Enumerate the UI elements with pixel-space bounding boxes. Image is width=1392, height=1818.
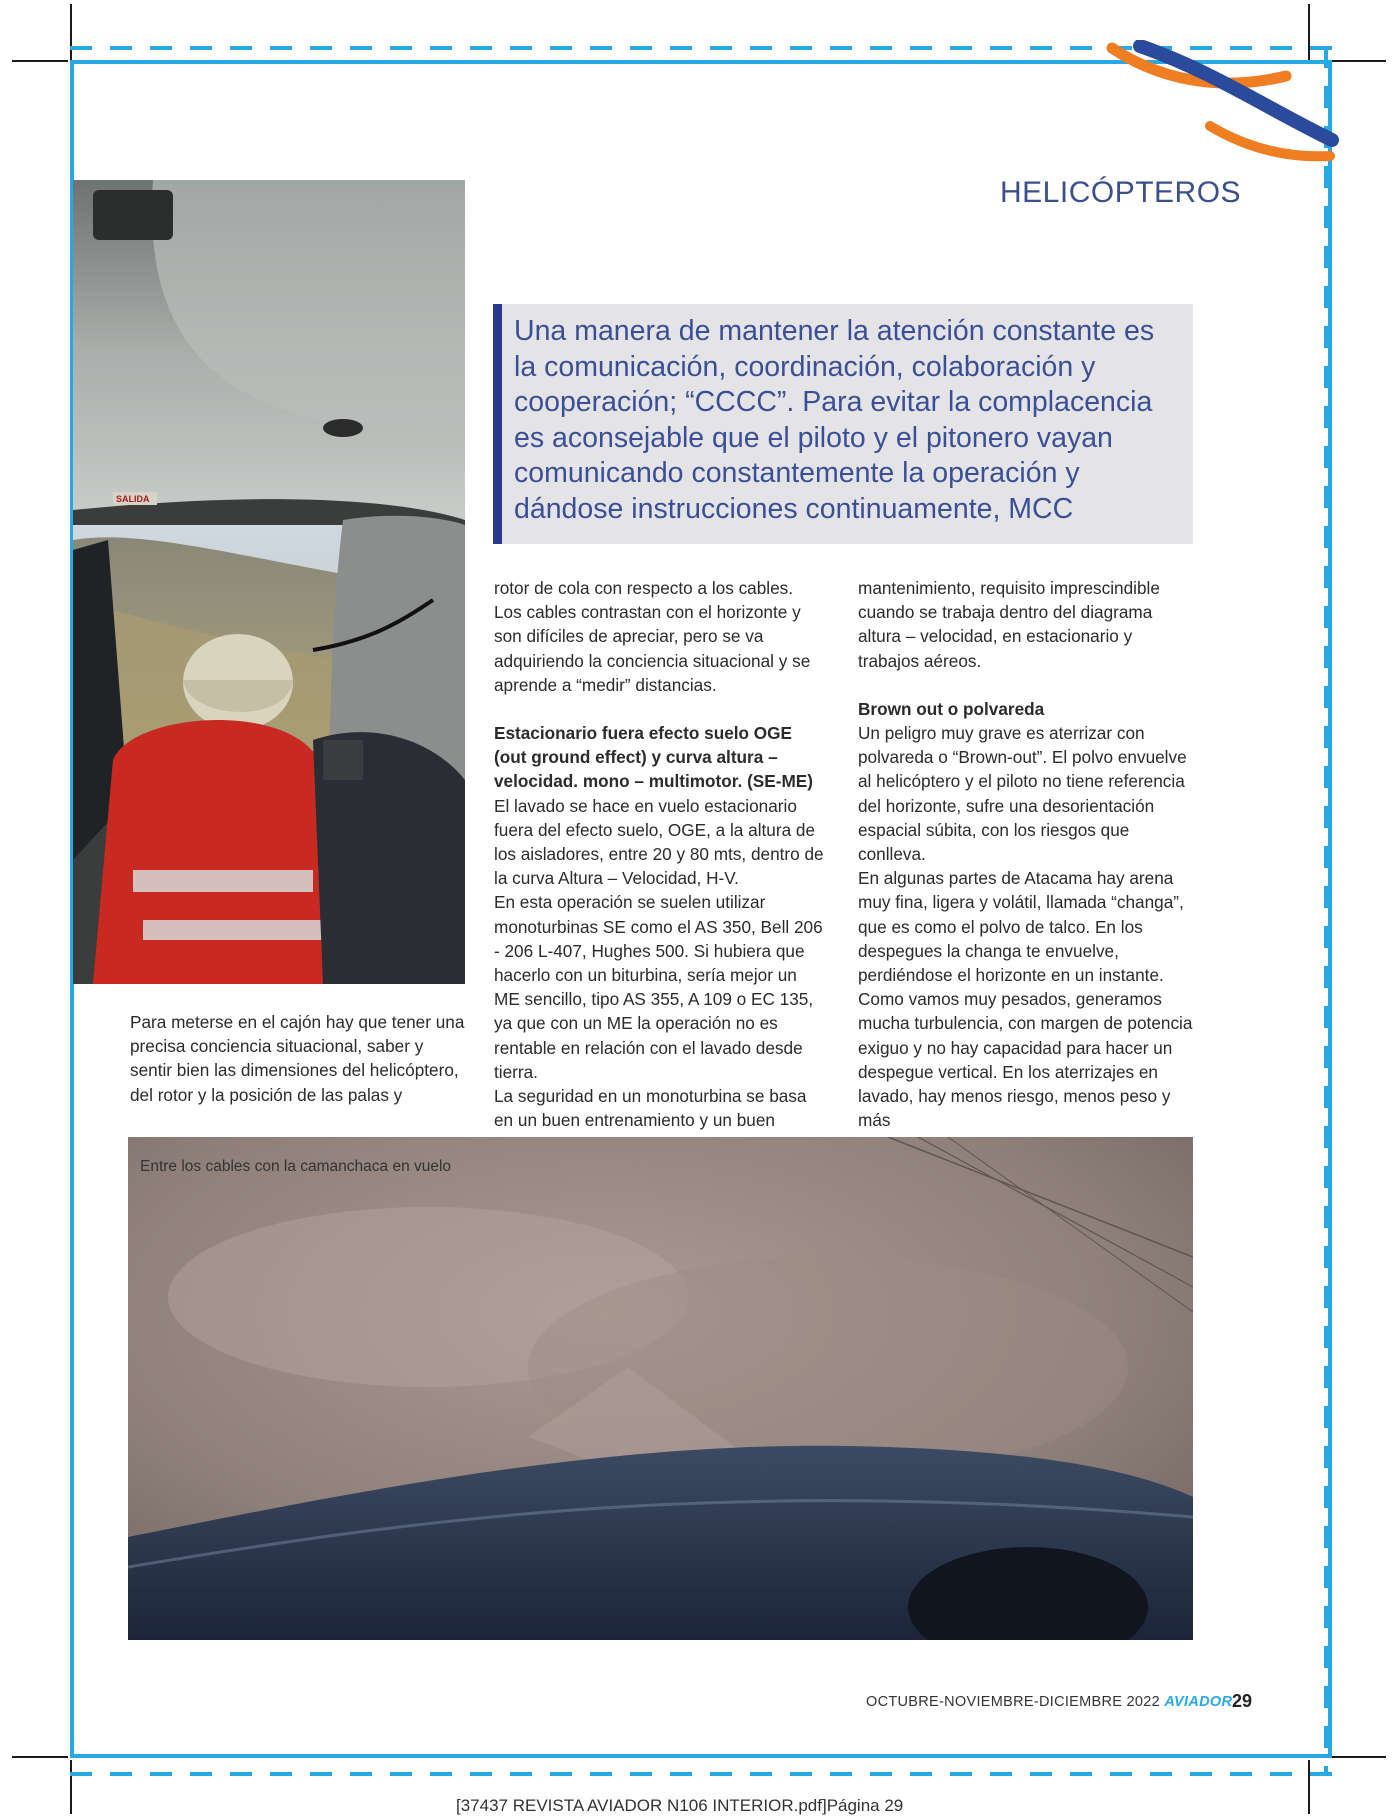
- pull-quote-text: Una manera de mantener la atención constante es la comunicación, coordinación, colaboración y cooperación; “CCCC”. Para evitar la complacencia es aconsejable que el piloto y el pitonero vayan comunicando constantemente la operación y dándose instrucciones continuamente, MCC: [514, 315, 1155, 525]
- right-paragraph-1: mantenimiento, requisito imprescindible cuando se trabaja dentro del diagrama altura – velocidad, en estacionario y trabajos aéreos.: [858, 578, 1160, 671]
- caption-left-text: Para meterse en el cajón hay que tener una precisa conciencia situacional, saber y sentir bien las dimensiones del helicóptero, del rotor y la posición de las palas y: [130, 1012, 465, 1105]
- crop-mark-tl-v: [70, 4, 72, 60]
- article-column-right: [858, 576, 1194, 1132]
- middle-paragraph-3: En esta operación se suelen utilizar monoturbinas SE como el AS 350, Bell 206 - 206 L-407, Hughes 500. Si hubiera que hacerlo con un biturbina, sería mejor un ME sencillo, tipo AS 355, A 109 o EC 135, ya que con un ME la operación no es rentable en relación con el lavado desde tierra.: [494, 892, 823, 1082]
- crop-mark-tl-h: [12, 60, 68, 62]
- article-column-middle: [494, 576, 824, 1132]
- photo-caption-left: [130, 1010, 470, 1107]
- right-subheading: Brown out o polvareda: [858, 698, 1045, 719]
- middle-paragraph-1: rotor de cola con respecto a los cables. Los cables contrastan con el horizonte y son difíciles de apreciar, pero se va adquiriendo la conciencia situacional y se aprende a “medir” distancias.: [494, 578, 811, 695]
- crop-mark-br-h: [1330, 1756, 1386, 1758]
- crop-mark-bl-v: [70, 1760, 72, 1814]
- page-number: 29: [1232, 1691, 1253, 1711]
- footer-issue-date: OCTUBRE-NOVIEMBRE-DICIEMBRE 2022: [866, 1694, 1161, 1710]
- pull-quote-bar: [493, 304, 502, 544]
- swoosh-navy: [1140, 46, 1332, 140]
- decorative-swoosh: [1100, 40, 1340, 170]
- right-paragraph-3: En algunas partes de Atacama hay arena muy fina, ligera y volátil, llamada “changa”, que es como el polvo de talco. En los despegues la changa te envuelve, perdiéndose el horizonte en un instante. Como vamos muy pesados, generamos mucha turbulencia, con margen de potencia exiguo y no hay capacidad para hacer un despegue vertical. En los aterrizajes en lavado, hay menos riesgo, menos peso y más: [858, 868, 1193, 1131]
- section-title: HELICÓPTEROS: [1000, 176, 1242, 209]
- middle-subheading: Estacionario fuera efecto suelo OGE (out ground effect) y curva altura – velocidad. mono – multimotor. (SE-ME): [494, 723, 813, 792]
- footer-brand: AVIADOR: [1164, 1694, 1233, 1710]
- middle-paragraph-4: La seguridad en un monoturbina se basa en un buen entrenamiento y un buen: [494, 1086, 807, 1131]
- dashed-border-bottom: [70, 1772, 1332, 1776]
- fog-flight-photo: [128, 1137, 1193, 1640]
- right-paragraph-2: Un peligro muy grave es aterrizar con polvareda o “Brown-out”. El polvo envuelve al helicóptero y el piloto no tiene referencia del horizonte, sufre una desorientación espacial súbita, con los riesgos que conlleva.: [858, 723, 1187, 865]
- pull-quote: [493, 304, 1193, 544]
- middle-paragraph-2: El lavado se hace en vuelo estacionario fuera del efecto suelo, OGE, a la altura de los aisladores, entre 20 y 80 mts, dentro de la curva Altura – Velocidad, H-V.: [494, 795, 824, 889]
- dashed-border-right: [1324, 46, 1328, 1776]
- cabin-photo: [73, 180, 465, 984]
- print-info: [37437 REVISTA AVIADOR N106 INTERIOR.pdf]Página 29: [456, 1796, 904, 1815]
- crop-mark-bl-h: [12, 1756, 68, 1758]
- crop-mark-br-v: [1308, 1760, 1310, 1814]
- salida-sign: SALIDA: [116, 494, 150, 504]
- footer-issue: [866, 1694, 1232, 1710]
- photo-caption-bottom: Entre los cables con la camanchaca en vuelo: [140, 1158, 452, 1175]
